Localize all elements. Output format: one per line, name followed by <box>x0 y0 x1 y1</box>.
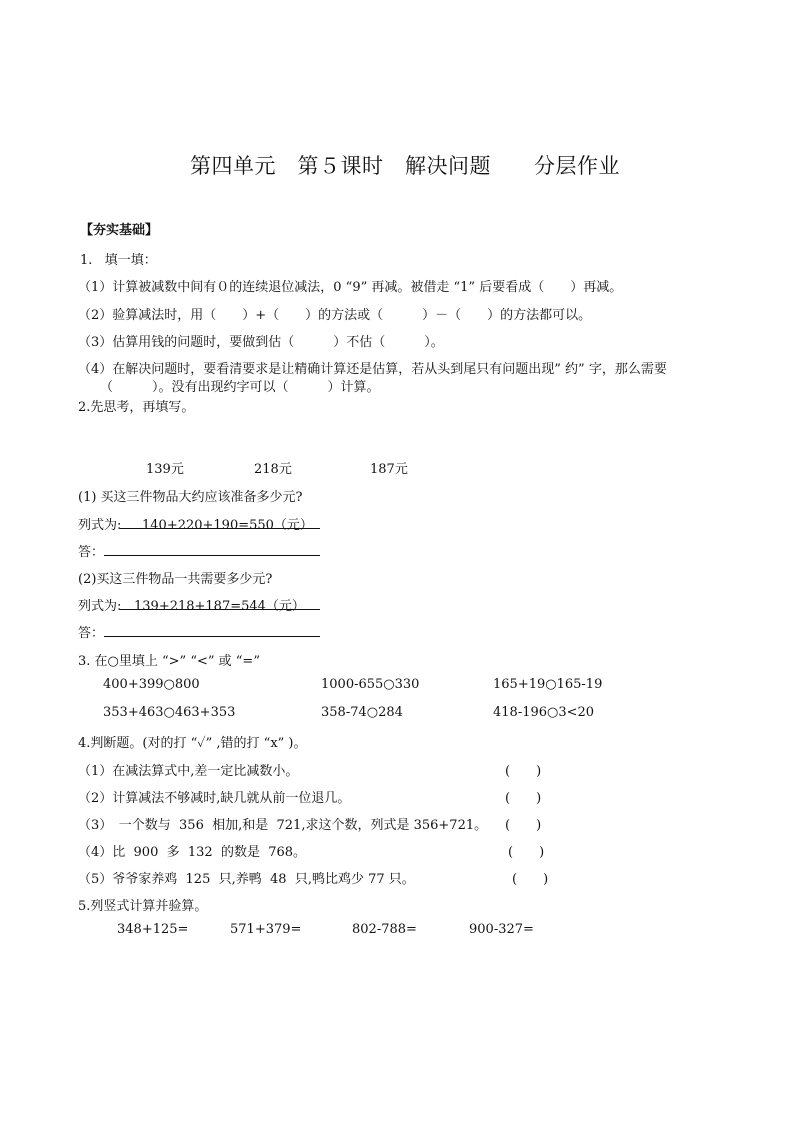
q4-bracket-4[interactable]: ( ) <box>508 845 545 860</box>
q2-answer-label-2: 答： <box>78 626 105 641</box>
q4-heading: 4.判断题。(对的打 “✓” ,错的打 “x” )。 <box>78 736 307 751</box>
price-1: 139元 <box>146 462 184 477</box>
q2-formula-label-1: 列式为: <box>78 518 122 533</box>
q2-sub1: (1) 买这三件物品大约应该准备多少元? <box>78 490 303 505</box>
compare-2: 1000-655○330 <box>321 677 420 692</box>
q2-answer-label-1: 答： <box>78 545 105 560</box>
q2-answer-line-2[interactable] <box>104 636 320 637</box>
calc-1: 348+125= <box>117 922 189 937</box>
q2-sub2: (2)买这三件物品一共需要多少元? <box>78 572 273 587</box>
compare-3: 165+19○165-19 <box>493 677 603 692</box>
q4-item-4: （4）比 900 多 132 的数是 768。 <box>78 845 307 860</box>
price-2: 218元 <box>254 462 292 477</box>
page-title: 第四单元 第５课时 解决问题 分层作业 <box>190 154 620 178</box>
q2-heading: 2.先思考，再填写。 <box>78 400 195 415</box>
section-heading: 【夯实基础】 <box>80 223 159 238</box>
q4-item-1: （1）在减法算式中,差一定比减数小。 <box>78 764 299 779</box>
q2-formula-underline-1 <box>120 528 320 529</box>
compare-5: 358-74○284 <box>321 705 403 720</box>
q3-heading: 3. 在○里填上 “>” “<” 或 “=” <box>78 654 260 669</box>
q4-item-2: （2）计算减法不够减时,缺几就从前一位退几。 <box>78 791 351 806</box>
q5-heading: 5.列竖式计算并验算。 <box>78 899 208 914</box>
q1-item-4: （4）在解决问题时，要看清要求是让精确计算还是估算，若从头到尾只有问题出现” 约” 字，那么需要 <box>78 362 667 377</box>
price-3: 187元 <box>370 462 408 477</box>
calc-4: 900-327= <box>469 922 534 937</box>
q4-bracket-1[interactable]: ( ) <box>505 764 542 779</box>
q4-item-3: （3） 一个数与 356 相加,和是 721,求这个数，列式是 356+721。 <box>78 818 488 833</box>
q4-item-5: （5）爷爷家养鸡 125 只,养鸭 48 只,鸭比鸡少 77 只。 <box>78 872 415 887</box>
q2-formula-label-2: 列式为: <box>78 599 122 614</box>
q2-formula-2: 139+218+187=544（元） <box>134 599 305 614</box>
q2-formula-underline-2 <box>120 609 320 610</box>
calc-3: 802-788= <box>352 922 417 937</box>
q1-item-2: （2）验算减法时，用（ ）+（ ）的方法或（ ）－（ ）的方法都可以。 <box>78 308 592 323</box>
q4-bracket-3[interactable]: ( ) <box>505 818 542 833</box>
compare-6: 418-196○3<20 <box>493 705 595 720</box>
q1-heading: 1. 填一填： <box>80 253 157 268</box>
q1-item-3: （3）估算用钱的问题时，要做到估（ ）不估（ ）。 <box>78 335 444 350</box>
q2-answer-line-1[interactable] <box>104 555 320 556</box>
compare-1: 400+399○800 <box>103 677 200 692</box>
q1-item-1: （1）计算被减数中间有０的连续退位减法，0 “9” 再减。被借走 “1” 后要看成（ ）再减。 <box>78 280 623 295</box>
q1-item-4-cont: （ ）。没有出现约字可以（ ）计算。 <box>100 380 380 395</box>
q4-bracket-2[interactable]: ( ) <box>505 791 542 806</box>
calc-2: 571+379= <box>230 922 302 937</box>
q4-bracket-5[interactable]: ( ) <box>512 872 549 887</box>
q2-formula-1: 140+220+190=550（元） <box>142 518 313 533</box>
compare-4: 353+463○463+353 <box>103 705 236 720</box>
